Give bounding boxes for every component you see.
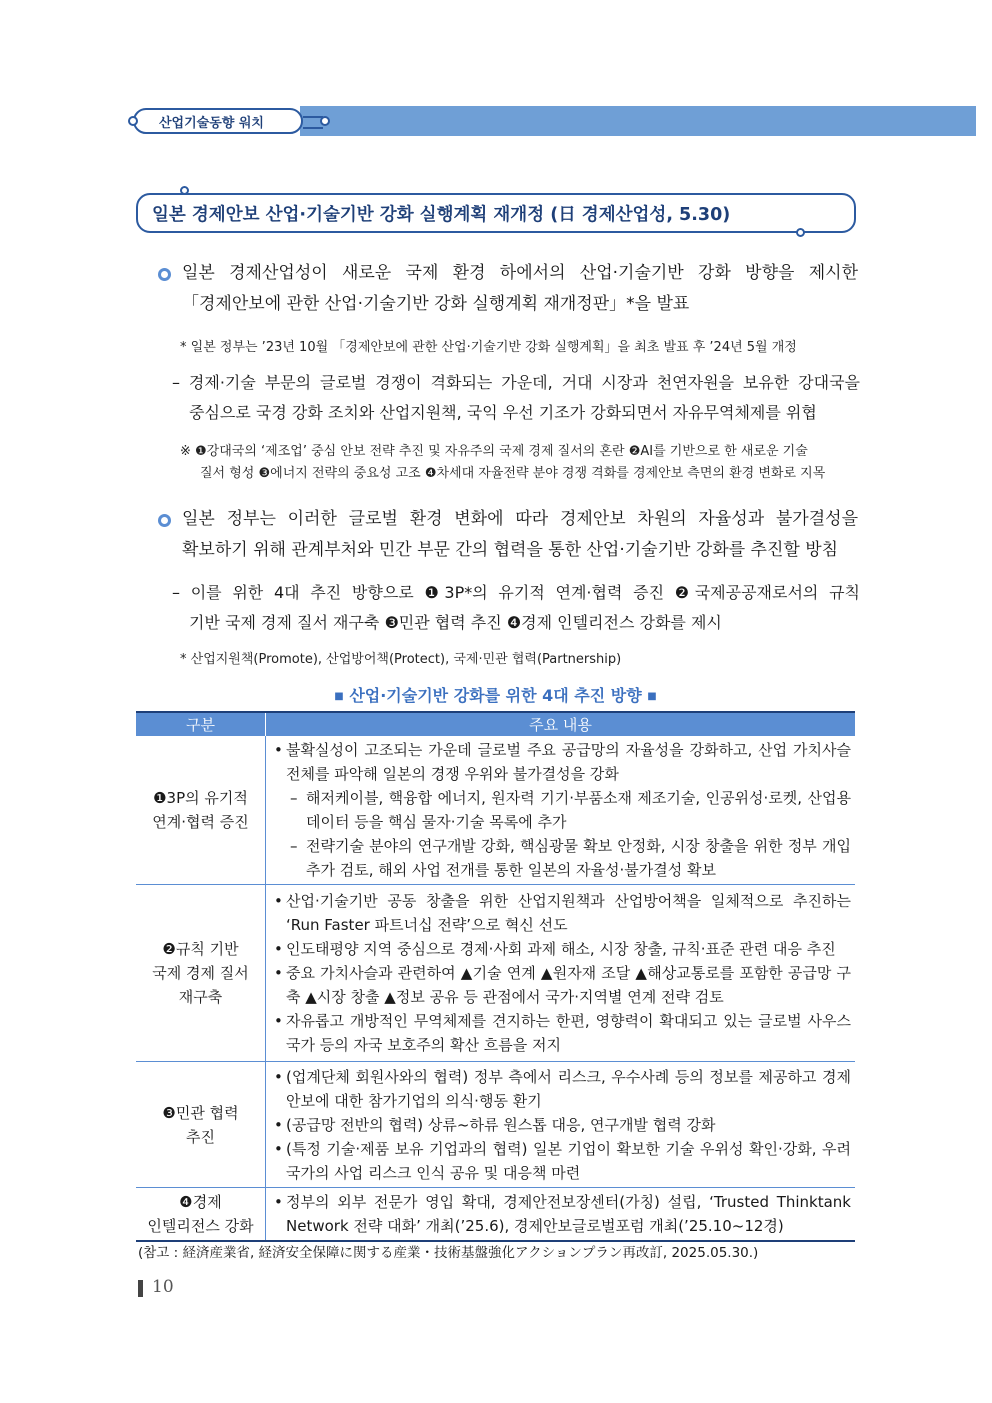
row-category xyxy=(136,1062,266,1188)
row-item: • 중요 가치사슬과 관련하여 ▲기술 연계 ▲원자재 조달 ▲해상교통로를 포함한 공급망 구축 ▲시장 창출 ▲정보 공유 등 관점에서 국가·지역별 연계 전략 검토 xyxy=(272,961,851,1009)
row-item: • (특정 기술·제품 보유 기업과의 협력) 일본 기업이 확보한 기술 우위성 확인·강화, 우려 국가의 사업 리스크 인식 공유 및 대응책 마련 xyxy=(272,1137,851,1185)
row-content xyxy=(266,885,856,1062)
bullet-1 xyxy=(182,258,858,320)
article-title xyxy=(136,193,856,233)
row-category xyxy=(136,885,266,1062)
bullet-2-sub-line-2: 기반 국제 경제 질서 재구축 ❸민관 협력 추진 ❹경제 인텔리전스 강화를 제시 xyxy=(189,613,722,632)
row-content xyxy=(266,1188,856,1242)
row-content xyxy=(266,1062,856,1188)
row-category-line: ❸민관 협력 xyxy=(162,1103,239,1122)
bullet-2-note: * 산업지원책(Promote), 산업방어책(Protect), 국제·민관 협력(Partnership) xyxy=(180,652,622,667)
bullet-1-ref-line-1: ※ ❶강대국의 ‘제조업’ 중심 안보 전략 추진 및 자유주의 국제 경제 질서의 혼란 ❷AI를 기반으로 한 새로운 기술 xyxy=(180,444,808,459)
row-category-line: 인텔리전스 강화 xyxy=(147,1217,254,1235)
bullet-1-sub-line-1: – 경제·기술 부문의 글로벌 경쟁이 격화되는 가운데, 거대 시장과 천연자원을 보유한 강대국을 xyxy=(172,373,860,392)
bullet-1-ref-line-2: 질서 형성 ❸에너지 전략의 중요성 고조 ❹차세대 자율전략 분야 경쟁 격화를 경제안보 측면의 환경 변화로 지목 xyxy=(200,466,826,481)
row-category-line: 연계·협력 증진 xyxy=(152,813,249,831)
table-row xyxy=(136,736,855,885)
directions-table xyxy=(136,711,855,1242)
article-title-text: 일본 경제안보 산업·기술기반 강화 실행계획 재개정 (日 경제산업성, 5.30) xyxy=(152,204,731,225)
col-header-category: 구분 xyxy=(136,712,266,736)
bullet-1-sub xyxy=(172,368,860,428)
bullet-1-reference xyxy=(180,441,860,485)
bullet-1-note: * 일본 정부는 ’23년 10월 「경제안보에 관한 산업·기술기반 강화 실행계획」을 최초 발표 후 ’24년 5월 개정 xyxy=(180,340,797,355)
bullet-2-sub xyxy=(172,578,860,638)
row-category-line: ❶3P의 유기적 xyxy=(153,789,248,807)
row-category-line: 국제 경제 질서 xyxy=(152,964,249,982)
row-category-line: 추진 xyxy=(186,1127,215,1146)
row-category-line: 재구축 xyxy=(178,988,223,1006)
caption-marker-left-icon: ■ xyxy=(334,691,344,702)
row-category-line: ❷규칙 기반 xyxy=(162,940,239,958)
page-number-bar xyxy=(138,1280,143,1297)
row-category xyxy=(136,736,266,885)
row-item: • 산업·기술기반 공동 창출을 위한 산업지원책과 산업방어책을 일체적으로 추진하는 ‘Run Faster 파트너십 전략’으로 혁신 선도 xyxy=(272,889,851,937)
header-dot-right-icon xyxy=(320,116,330,126)
row-content xyxy=(266,736,856,885)
row-subitem: – 전략기술 분야의 연구개발 강화, 핵심광물 확보 안정화, 시장 창출을 위한 정부 개입 추가 검토, 해외 사업 전개를 통한 일본의 자율성·불가결성 확보 xyxy=(272,834,851,882)
table-header-row xyxy=(136,712,855,736)
bullet-circle-icon xyxy=(158,514,171,527)
row-item: • 정부의 외부 전문가 영입 확대, 경제안전보장센터(가칭) 설립, ‘Trusted Thinktank Network 전략 대화’ 개최(’25.6), 경제안보글로벌포럼 개최(’25.10~12경) xyxy=(272,1190,851,1238)
table-caption xyxy=(136,683,855,706)
bullet-1-sub-line-2: 중심으로 국경 강화 조치와 산업지원책, 국익 우선 기조가 강화되면서 자유무역체제를 위협 xyxy=(189,403,817,422)
bullet-1-line-1: 일본 경제산업성이 새로운 국제 환경 하에서의 산업·기술기반 강화 방향을 제시한 xyxy=(182,263,858,283)
title-dot-bottom-icon xyxy=(796,228,805,237)
bullet-2-line-1: 일본 정부는 이러한 글로벌 환경 변화에 따라 경제안보 차원의 자율성과 불가결성을 xyxy=(182,509,858,529)
row-item: • (공급망 전반의 협력) 상류~하류 원스톱 대응, 연구개발 협력 강화 xyxy=(272,1113,851,1137)
bullet-2-line-2: 확보하기 위해 관계부처와 민간 부문 간의 협력을 통한 산업·기술기반 강화를 추진할 방침 xyxy=(182,540,839,560)
page-number: 10 xyxy=(152,1277,174,1297)
bullet-2-sub-line-1: – 이를 위한 4대 추진 방향으로 ❶3P*의 유기적 연계·협력 증진 ❷국제공공재로서의 규칙 xyxy=(172,583,860,602)
row-item: • 불확실성이 고조되는 가운데 글로벌 주요 공급망의 자율성을 강화하고, 산업 가치사슬 전체를 파악해 일본의 경쟁 우위와 불가결성을 강화 xyxy=(272,738,851,786)
header-dot-left-icon xyxy=(128,116,138,126)
row-category xyxy=(136,1188,266,1242)
table-row xyxy=(136,885,855,1062)
bullet-circle-icon xyxy=(158,268,171,281)
section-label xyxy=(133,108,303,134)
row-category-line: ❹경제 xyxy=(179,1193,222,1211)
source-citation: (참고 : 経済産業省, 経済安全保障に関する産業・技術基盤強化アクションプラン再改訂, 2025.05.30.) xyxy=(138,1245,759,1261)
row-item: • 인도태평양 지역 중심으로 경제·사회 과제 해소, 시장 창출, 규칙·표준 관련 대응 추진 xyxy=(272,937,851,961)
caption-marker-right-icon: ■ xyxy=(647,691,657,702)
col-header-content: 주요 내용 xyxy=(266,712,856,736)
table-caption-text: 산업·기술기반 강화를 위한 4대 추진 방향 xyxy=(349,686,642,705)
table-row xyxy=(136,1188,855,1242)
row-item: • 자유롭고 개방적인 무역체제를 견지하는 한편, 영향력이 확대되고 있는 글로벌 사우스 국가 등의 자국 보호주의 확산 흐름을 저지 xyxy=(272,1009,851,1057)
bullet-1-line-2: 「경제안보에 관한 산업·기술기반 강화 실행계획 재개정판」*을 발표 xyxy=(182,294,690,314)
bullet-2 xyxy=(182,504,858,566)
table-row xyxy=(136,1062,855,1188)
section-label-text: 산업기술동향 워치 xyxy=(159,115,264,131)
row-item: • (업계단체 회원사와의 협력) 정부 측에서 리스크, 우수사례 등의 정보를 제공하고 경제안보에 대한 참가기업의 의식·행동 환기 xyxy=(272,1065,851,1113)
header-band xyxy=(300,106,976,136)
row-subitem: – 해저케이블, 핵융합 에너지, 원자력 기기·부품소재 제조기술, 인공위성·로켓, 산업용 데이터 등을 핵심 물자·기술 목록에 추가 xyxy=(272,786,851,834)
